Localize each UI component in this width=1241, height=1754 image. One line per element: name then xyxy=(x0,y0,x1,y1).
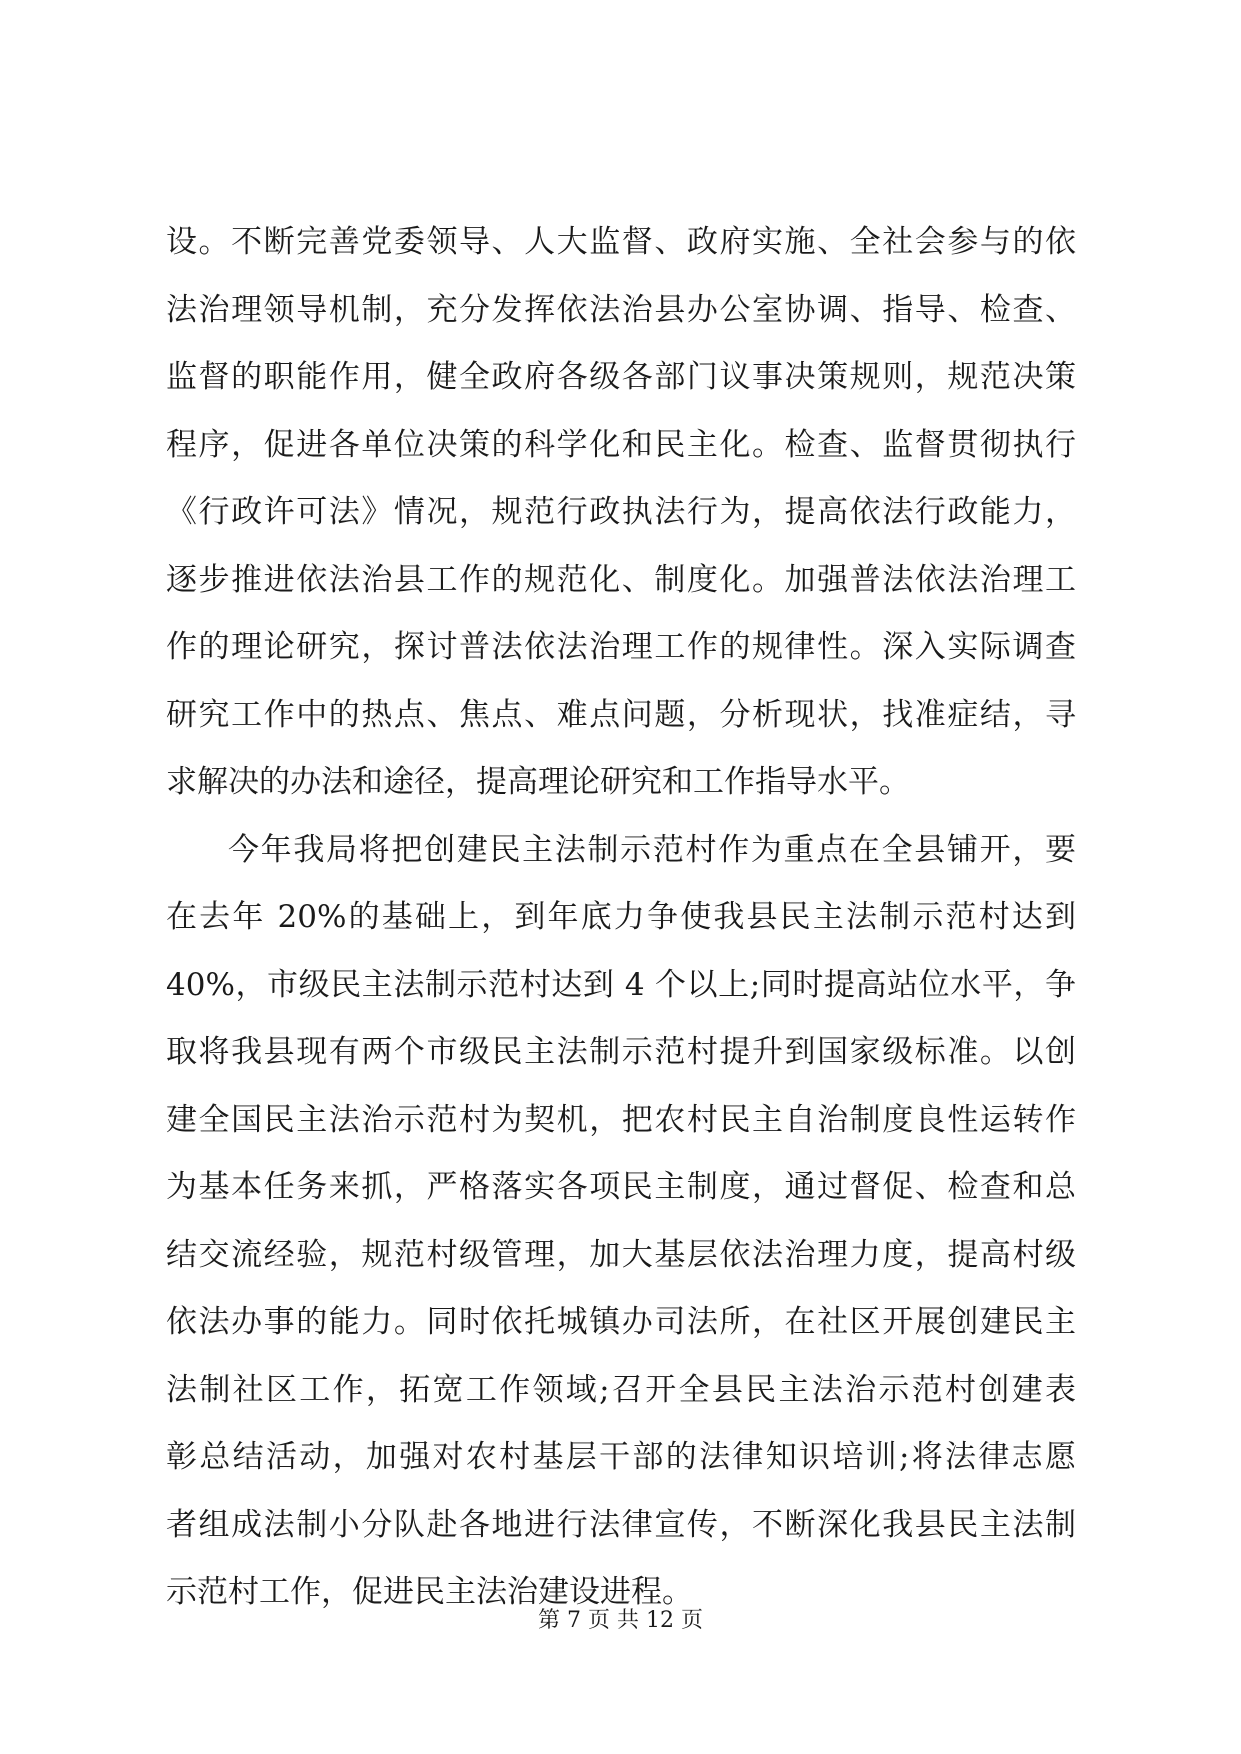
text-line: 在去年 20%的基础上，到年底力争使我县民主法制示范村达到 xyxy=(166,899,1076,935)
paragraph-first-line: 今年我局将把创建民主法制示范村作为重点在全县铺开，要 xyxy=(228,832,1076,868)
text-line: 逐步推进依法治县工作的规范化、制度化。加强普法依法治理工 xyxy=(166,562,1076,598)
text-line: 彰总结活动，加强对农村基层干部的法律知识培训;将法律志愿 xyxy=(166,1439,1076,1475)
text-line: 示范村工作，促进民主法治建设进程。 xyxy=(166,1574,693,1610)
text-line: 作的理论研究，探讨普法依法治理工作的规律性。深入实际调查 xyxy=(166,629,1076,665)
text-line: 《行政许可法》情况，规范行政执法行为，提高依法行政能力， xyxy=(166,494,1076,530)
text-line: 法治理领导机制，充分发挥依法治县办公室协调、指导、检查、 xyxy=(166,292,1076,328)
text-line: 建全国民主法治示范村为契机，把农村民主自治制度良性运转作 xyxy=(166,1102,1076,1138)
text-line: 取将我县现有两个市级民主法制示范村提升到国家级标准。以创 xyxy=(166,1034,1076,1070)
text-line: 研究工作中的热点、焦点、难点问题，分析现状，找准症结，寻 xyxy=(166,697,1076,733)
text-line: 者组成法制小分队赴各地进行法律宣传，不断深化我县民主法制 xyxy=(166,1507,1076,1543)
text-line: 监督的职能作用，健全政府各级各部门议事决策规则，规范决策 xyxy=(166,359,1076,395)
text-line: 结交流经验，规范村级管理，加大基层依法治理力度，提高村级 xyxy=(166,1237,1076,1273)
text-line: 法制社区工作，拓宽工作领域;召开全县民主法治示范村创建表 xyxy=(166,1372,1076,1408)
page-number-footer: 第 7 页 共 12 页 xyxy=(538,1608,703,1633)
text-line: 40%，市级民主法制示范村达到 4 个以上;同时提高站位水平，争 xyxy=(166,967,1076,1003)
text-line: 依法办事的能力。同时依托城镇办司法所，在社区开展创建民主 xyxy=(166,1304,1076,1340)
text-line: 求解决的办法和途径，提高理论研究和工作指导水平。 xyxy=(166,764,910,800)
text-line: 为基本任务来抓，严格落实各项民主制度，通过督促、检查和总 xyxy=(166,1169,1076,1205)
text-line: 设。不断完善党委领导、人大监督、政府实施、全社会参与的依 xyxy=(166,224,1076,260)
text-line: 程序，促进各单位决策的科学化和民主化。检查、监督贯彻执行 xyxy=(166,427,1076,463)
